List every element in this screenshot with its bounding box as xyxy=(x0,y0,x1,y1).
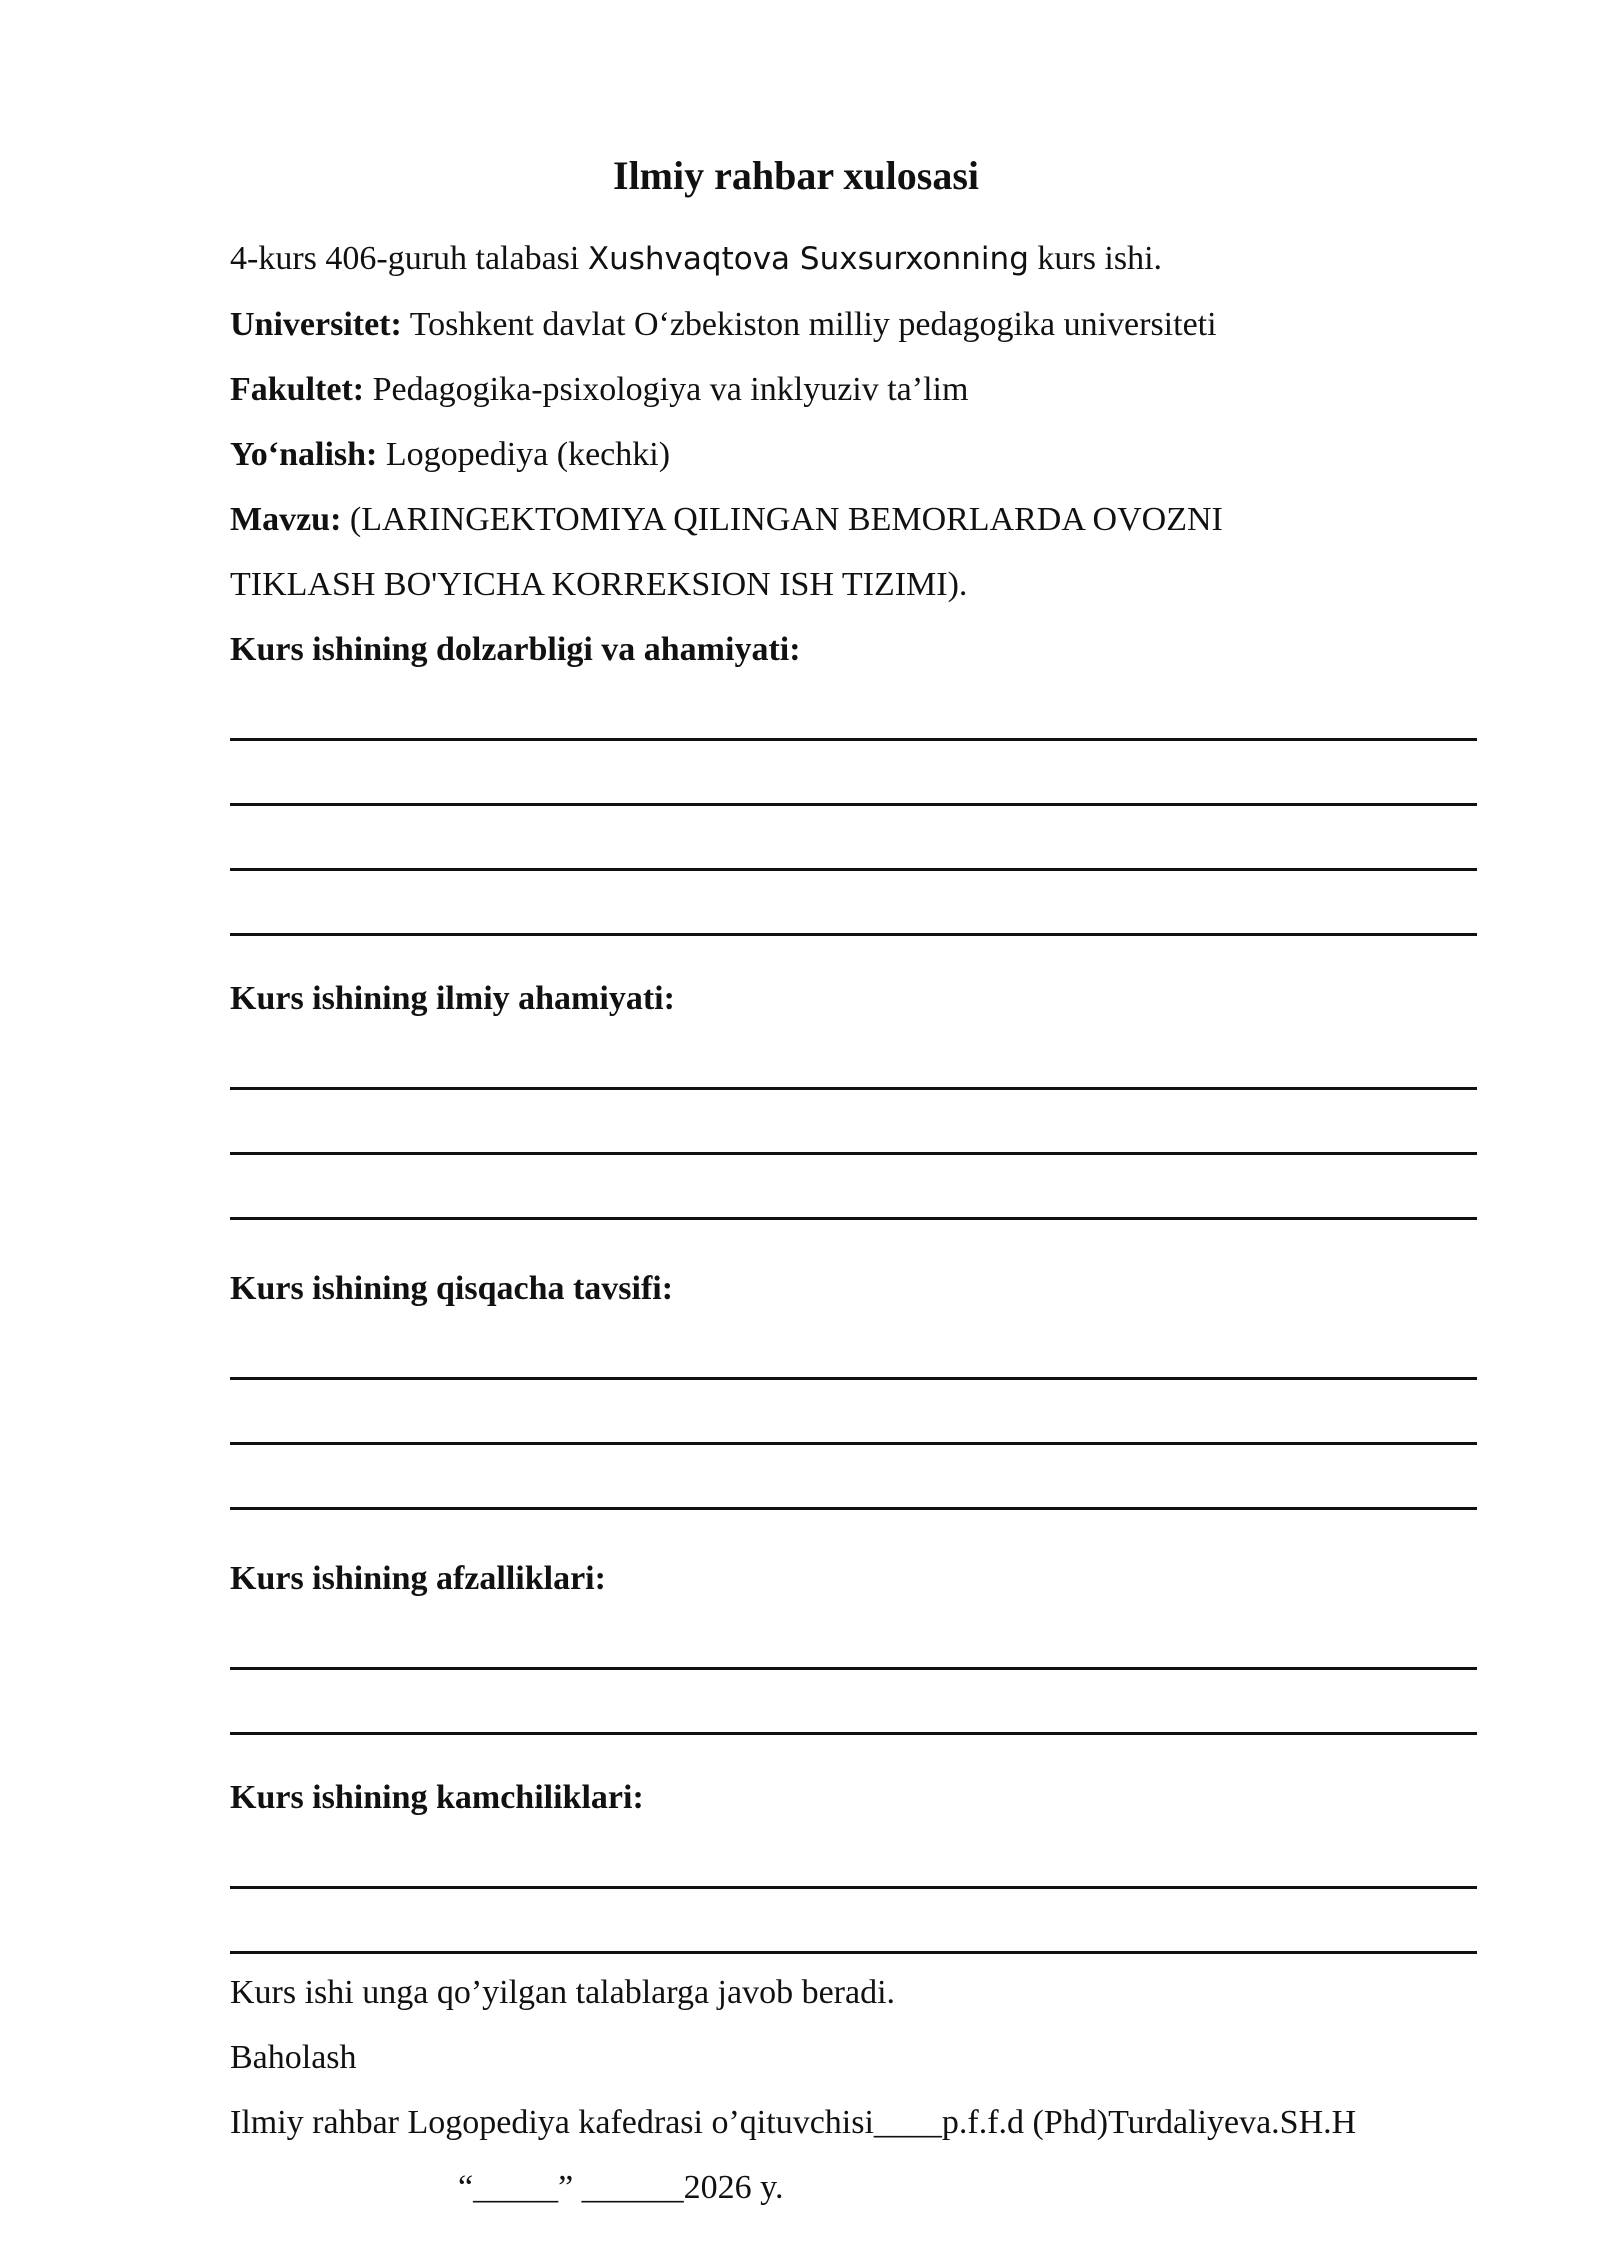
field-topic xyxy=(230,487,1510,552)
field-value: Logopediya (kechki) xyxy=(377,436,671,473)
document-body xyxy=(230,226,1510,2220)
intro-prefix: 4-kurs 406-guruh talabasi xyxy=(230,240,588,277)
section-heading-relevance: Kurs ishining dolzarbligi va ahamiyati: xyxy=(230,631,801,668)
field-university xyxy=(230,292,1510,357)
answer-line[interactable] xyxy=(230,1161,1510,1226)
answer-line[interactable] xyxy=(230,812,1510,877)
field-value: Toshkent davlat O‘zbekiston milliy pedagogika universiteti xyxy=(401,306,1217,343)
answer-line[interactable] xyxy=(230,1031,1510,1096)
answer-line[interactable] xyxy=(230,1676,1510,1741)
supervisor-signature-line: Ilmiy rahbar Logopediya kafedrasi o’qituvchisi____p.f.f.d (Phd)Turdaliyeva.SH.H xyxy=(230,2104,1357,2141)
answer-line[interactable] xyxy=(230,682,1510,747)
answer-line[interactable] xyxy=(230,1096,1510,1161)
date-line: “_____” ______2026 y. xyxy=(458,2169,784,2206)
field-value: (LARINGEKTOMIYA QILINGAN BEMORLARDA OVOZNI xyxy=(341,501,1223,538)
answer-line[interactable] xyxy=(230,1451,1510,1516)
field-label: Yo‘nalish: xyxy=(230,436,378,473)
section-heading-shortcomings: Kurs ishining kamchiliklari: xyxy=(230,1779,644,1816)
answer-line[interactable] xyxy=(230,1321,1510,1386)
page-title xyxy=(0,152,1600,200)
title-text: Ilmiy rahbar xulosasi xyxy=(613,153,979,198)
topic-continuation: TIKLASH BO'YICHA KORREKSION ISH TIZIMI). xyxy=(230,566,968,603)
field-direction xyxy=(230,422,1510,487)
section-heading-scientific: Kurs ishining ilmiy ahamiyati: xyxy=(230,980,675,1017)
student-name: Xushvaqtova Suxsurxonning xyxy=(587,241,1029,277)
field-label: Fakultet: xyxy=(230,371,365,408)
answer-line[interactable] xyxy=(230,877,1510,942)
section-heading-advantages: Kurs ishining afzalliklari: xyxy=(230,1560,606,1597)
conclusion-text: Kurs ishi unga qo’yilgan talablarga javob beradi. xyxy=(230,1974,896,2011)
intro-suffix: kurs ishi. xyxy=(1028,240,1163,277)
field-label: Mavzu: xyxy=(230,501,342,538)
answer-line[interactable] xyxy=(230,747,1510,812)
grading-label: Baholash xyxy=(230,2039,357,2076)
field-faculty xyxy=(230,357,1510,422)
answer-line[interactable] xyxy=(230,1830,1510,1895)
section-heading-summary: Kurs ishining qisqacha tavsifi: xyxy=(230,1270,674,1307)
field-value: Pedagogika-psixologiya va inklyuziv ta’lim xyxy=(364,371,969,408)
answer-line[interactable] xyxy=(230,1895,1510,1960)
answer-line[interactable] xyxy=(230,1611,1510,1676)
answer-line[interactable] xyxy=(230,1386,1510,1451)
intro-line xyxy=(230,226,1510,292)
field-label: Universitet: xyxy=(230,306,402,343)
